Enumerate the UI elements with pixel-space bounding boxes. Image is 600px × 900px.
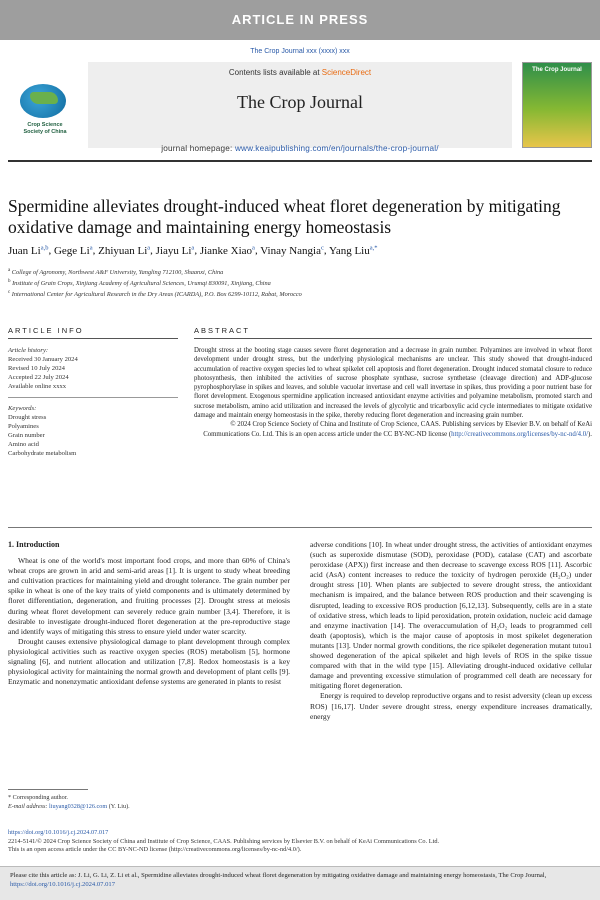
author-name[interactable]: Jianke Xiao$^a$ [199, 244, 255, 257]
society-logo [8, 62, 82, 148]
article-info-heading: ARTICLE INFO [8, 326, 84, 335]
author-list: Juan Li$^{a,b}$, Gege Li$^a$, Zhiyuan Li$^a$, Jiayu Li$^a$, Jianke Xiao$^a$, Vinay Nangia$^c$, Yang Liu$^{a,*}$ [8, 244, 378, 257]
keyword-item: Amino acid [8, 441, 39, 448]
cover-title: The Crop Journal [532, 67, 582, 73]
corresponding-author-note [8, 793, 290, 811]
keywords-list [8, 413, 178, 458]
journal-homepage-line: journal homepage: www.keaipublishing.com/en/journals/the-crop-journal/ [161, 144, 439, 153]
email-line: E-mail address: liuyang0328@126.com (Y. Liu). [8, 803, 130, 810]
body-column-right [310, 540, 592, 722]
body-column-left [8, 540, 290, 687]
leaf-icon [30, 92, 58, 104]
history-item: Available online xxxx [8, 383, 67, 390]
footnote-divider [8, 789, 88, 790]
sciencedirect-link[interactable]: ScienceDirect [321, 68, 372, 77]
affiliation-item: $^a$ College of Agronomy, Northwest A&F University, Yangling 712100, Shaanxi, China [8, 268, 224, 277]
author-name[interactable]: Jiayu Li$^a$ [155, 244, 195, 257]
author-affiliation-marker[interactable]: c [321, 244, 324, 251]
author-affiliation-marker[interactable]: a [89, 244, 93, 251]
intro-paragraph-1: Wheat is one of the world's most important food crops, and more than 60% of China's wheat crops are grown in arid and semi-arid areas [1]. It is urgent to study wheat breeding and cultivation practices for maintaining yield and drought tolerance. The grain number per spike in wheat is one of the key traits of yield components and is ultimately determined by floret differentiation, degeneration, and fruiting processes [2]. Drought stress at meiosis during wheat floret development can severely reduce grain number [3,4]. Therefore, it is desirable to investigate drought-induced floret degeneration at the pre-reproductive stage and identify ways of mitigating this stress to ensure yield under water scarcity. [8, 556, 290, 636]
license-link[interactable]: http://creativecommons.org/licenses/by-nc-nd/4.0/ [451, 430, 589, 438]
keyword-item: Carbohydrate metabolism [8, 450, 77, 457]
open-access-line: This is an open access article under the CC BY-NC-ND license (http://creativecommons.org/licenses/by-nc-nd/4.0/). [8, 846, 302, 854]
please-cite-box [0, 866, 600, 900]
contents-available-line: Contents lists available at ScienceDirect [228, 68, 372, 77]
affiliation-list [8, 266, 592, 299]
history-list [8, 355, 178, 391]
journal-citation-line[interactable]: The Crop Journal xxx (xxxx) xxx [250, 48, 350, 55]
please-cite-text: Please cite this article as: J. Li, G. Li, Z. Li et al., Spermidine alleviates drought-induced wheat floret degeneration by mitigating oxidative damage and maintaining energy homeostasis, The Crop Journal, [10, 872, 547, 879]
abstract-license: © 2024 Crop Science Society of China and Institute of Crop Science, CAAS. Publishing services by Elsevier B.V. on behalf of KeAi Communications Co. Ltd. This is an open access article under the CC BY-NC-ND license (http://creativecommons.org/licenses/by-nc-nd/4.0/). [203, 421, 592, 438]
article-in-press-banner: ARTICLE IN PRESS [0, 0, 600, 40]
author-affiliation-marker[interactable]: a,b [40, 244, 49, 251]
author-affiliation-marker[interactable]: a [147, 244, 151, 251]
affiliation-item: $^b$ Institute of Grain Crops, Xinjiang Academy of Agricultural Sciences, Urumqi 830091, Xinjiang, China [8, 279, 271, 288]
journal-homepage-link[interactable]: www.keaipublishing.com/en/journals/the-crop-journal/ [234, 144, 439, 153]
abstract-bottom-divider [8, 527, 592, 528]
journal-title: The Crop Journal [237, 92, 363, 112]
journal-header-panel [88, 62, 512, 148]
please-cite-doi-link[interactable]: https://doi.org/10.1016/j.cj.2024.07.017 [10, 881, 116, 888]
affiliation-item: $^c$ International Center for Agricultural Research in the Dry Areas (ICARDA), P.O. Box 6299-10112, Rabat, Morocco [8, 290, 302, 299]
abstract-body [194, 346, 592, 439]
article-info-panel [8, 346, 178, 458]
article-title: Spermidine alleviates drought-induced wheat floret degeneration by mitigating oxidative damage and maintaining energy homeostasis [8, 196, 561, 237]
author-affiliation-marker[interactable]: a,* [369, 244, 378, 251]
keyword-item: Grain number [8, 432, 45, 439]
history-label: Article history: [8, 347, 49, 354]
keyword-item: Drought stress [8, 414, 47, 421]
introduction-heading: 1. Introduction [8, 540, 60, 549]
keywords-label: Keywords: [8, 405, 37, 412]
abstract-divider [194, 338, 592, 339]
corresponding-author-label: * Corresponding author. [8, 794, 68, 801]
author-name[interactable]: Zhiyuan Li$^a$ [98, 244, 151, 257]
history-item: Received 30 January 2024 [8, 356, 78, 363]
author-name[interactable]: Yang Liu$^{a,*}$ [328, 244, 378, 257]
history-item: Revised 10 July 2024 [8, 365, 65, 372]
intro-paragraph-2: Drought causes extensive physiological damage to plant development through complex physiological activities such as reactive oxygen species (ROS) metabolism [5], hormone signaling [6], and nutrient allocation and utilization [7,8]. Redox homeostasis is a key physiological activity for maintaining the normal growth and development of plant cells [9]. Enzymatic and nonenzymatic antioxidant defense systems are generated in plants to resist [8, 636, 290, 687]
issn-line: 2214-5141/© 2024 Crop Science Society of China and Institute of Crop Science, CAAS. Publishing services by Elsevier B.V. on behalf of KeAi Communications Co. Ltd. [8, 837, 440, 845]
intro-paragraph-3: adverse conditions [10]. In wheat under drought stress, the activities of antioxidant enzymes (such as superoxide dismutase (SOD), peroxidase (POD), catalase (CAT) and ascorbate peroxidase (APX)) first increase and then decrease to scavenge excess ROS [11]. Ascorbic acid (AsA) content increases to reduce the toxicity of hydrogen peroxide (H₂O₂) under drought stress [10]. When plants are subjected to severe drought stress, the antioxidant mechanism is impaired, and the balance between ROS production and their scavenging is disrupted, leading to excessive ROS production [6,12,13]. Subsequently, cells are in a state of oxidative stress, which leads to lipid peroxidation, protein oxidation, nucleic acid damage and enzyme inactivation [14]. The overaccumulation of H₂O₂ leads to programmed cell death (apoptosis), which is the major cause of apoptosis in most spikelet degeneration mutants [13]. Under normal growth conditions, the rice spikelet degeneration mutant tutou1 showed degeneration of the apical spikelet and high levels of ROS in the spike tissue compared with that in the wild type [15]. Alleviating drought-induced oxidative cellular damage and preventing excessive stimulation of programmed cell death are necessary for mitigating floret degeneration. [310, 540, 592, 691]
journal-cover-image [522, 62, 592, 148]
info-divider [8, 397, 178, 398]
intro-paragraph-4: Energy is required to develop reproductive organs and to resist adversity (clean up excess ROS) [16,17]. Under severe drought stress, energy expenditure increases dramatically, energy [310, 691, 592, 721]
keyword-item: Polyamines [8, 423, 39, 430]
header-divider [8, 160, 592, 162]
abstract-text: Drought stress at the booting stage causes severe floret degeneration and a decrease in grain number. Polyamines are involved in wheat floret development under drought stress, but the underlying physiological mechanisms are unclear. This study showed that drought-induced accumulation of reactive oxygen species led to wheat spikelet cell apoptosis and floret degeneration. Drought induced stomatal closure to reduce photosynthesis, then inhibited the activities of sucrose phosphate synthase, sucrose synthetase (cleavage direction) and ADP-glucose pyrophosphorylase in spikes and leaves, and soluble vacuolar invertase and cell wall invertase in spikes, thus providing a poor nutrient base for floret development. Exogenous spermidine application increased antioxidant enzyme activities and polyamine metabolism, promoted starch and sucrose metabolism, amino acid utilization and increased the levels of glycolytic and tricarboxylic acid cycle intermediates to mitigate oxidative damage and maintain energy homeostasis in the spike, thereby reducing floret degeneration and increasing grain number. [194, 347, 592, 420]
author-name[interactable]: Vinay Nangia$^c$ [260, 244, 324, 257]
author-affiliation-marker[interactable]: a [191, 244, 195, 251]
doi-link[interactable]: https://doi.org/10.1016/j.cj.2024.07.017 [8, 829, 109, 836]
author-name[interactable]: Juan Li$^{a,b}$ [8, 244, 49, 257]
author-email-link[interactable]: liuyang0328@126.com [49, 803, 108, 810]
author-affiliation-marker[interactable]: a [252, 244, 255, 251]
article-info-divider [8, 338, 178, 339]
abstract-heading: ABSTRACT [194, 326, 251, 335]
history-item: Accepted 22 July 2024 [8, 374, 69, 381]
society-logo-text: Crop Science Society of China [23, 122, 67, 135]
author-name[interactable]: Gege Li$^a$ [53, 244, 93, 257]
article-footer [8, 829, 592, 855]
